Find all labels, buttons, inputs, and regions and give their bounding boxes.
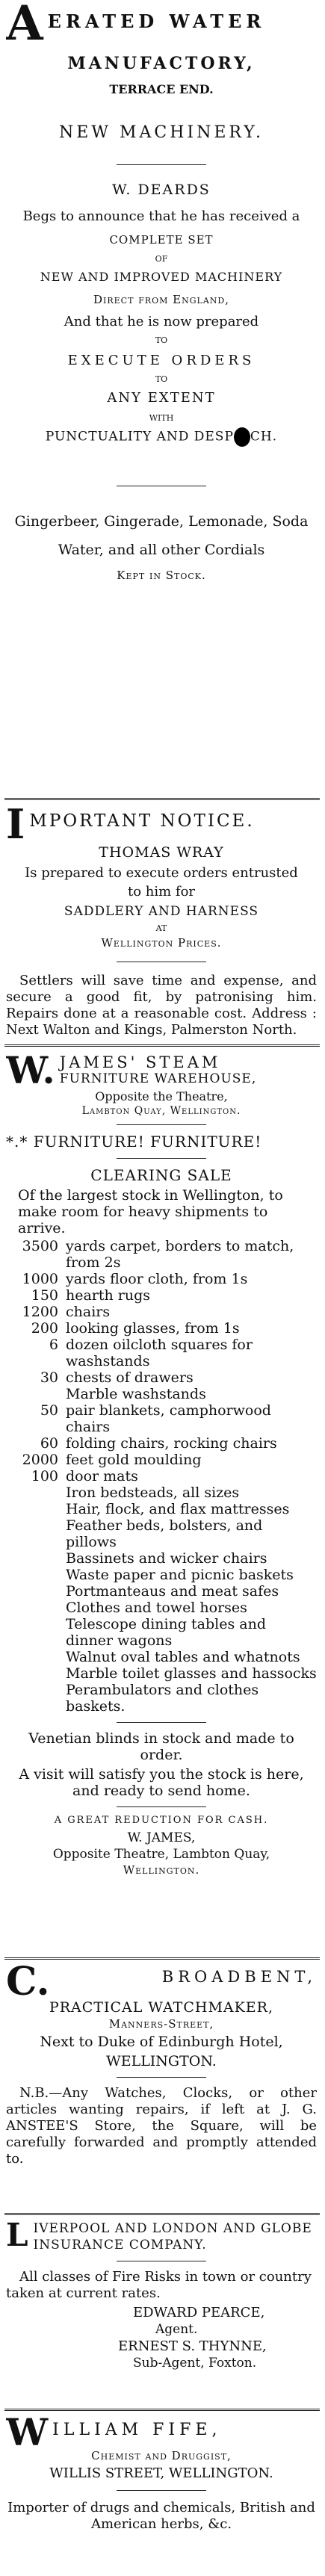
ad-title-block bbox=[6, 2217, 317, 2253]
nb-paragraph: N.B.—Any Watches, Clocks, or other articles wanting repairs, if left at J. G. ANSTEE'S Store, the Square, will be carefully forwarded and promptly attended to. bbox=[6, 2085, 317, 2167]
headline: *.* FURNITURE! FURNITURE! bbox=[6, 1133, 262, 1151]
proprietor-name: THOMAS WRAY bbox=[99, 844, 224, 861]
item-description: folding chairs, rocking chairs bbox=[66, 1435, 277, 1452]
body-line: WITH bbox=[149, 413, 174, 423]
furniture-item bbox=[6, 1550, 317, 1567]
street-line: Manners-Street, bbox=[108, 2017, 214, 2031]
ad-subtitle: PRACTICAL WATCHMAKER, bbox=[49, 1999, 274, 2016]
item-quantity: 1200 bbox=[22, 1304, 58, 1320]
ad-title: ILLIAM FIFE, bbox=[52, 2421, 222, 2439]
item-description: yards carpet, borders to match, from 2s bbox=[66, 1238, 294, 1271]
item-description: Marble toilet glasses and hassocks bbox=[66, 1665, 317, 1682]
item-description: Marble washstands bbox=[66, 1386, 206, 1402]
item-description: chests of drawers bbox=[66, 1369, 194, 1386]
item-quantity bbox=[6, 1600, 66, 1616]
drop-cap: W. bbox=[6, 1052, 55, 1089]
item-description: Walnut oval tables and whatnots bbox=[66, 1649, 300, 1665]
body-line: AT bbox=[155, 923, 167, 933]
sub-agent-title: Sub-Agent, Foxton. bbox=[133, 2356, 257, 2371]
item-quantity: 6 bbox=[49, 1337, 58, 1353]
address-line: Lambton Quay, Wellington. bbox=[81, 1105, 241, 1117]
item-quantity bbox=[6, 1501, 66, 1517]
drop-cap: I bbox=[6, 807, 25, 840]
item-quantity bbox=[6, 1386, 66, 1402]
drop-cap: W bbox=[6, 2416, 49, 2447]
item-quantity bbox=[6, 1567, 66, 1583]
item-quantity: 150 bbox=[31, 1287, 58, 1304]
item-description: Hair, flock, and flax mattresses bbox=[66, 1501, 290, 1517]
furniture-item bbox=[6, 1271, 317, 1287]
item-quantity bbox=[6, 1616, 66, 1649]
item-description: Perambulators and clothes baskets. bbox=[66, 1682, 259, 1715]
item-quantity bbox=[6, 1682, 66, 1715]
drop-cap: A bbox=[6, 4, 43, 48]
furniture-list bbox=[6, 1238, 317, 1715]
furniture-item bbox=[6, 1583, 317, 1600]
products-line: Water, and all other Cordials bbox=[58, 542, 265, 558]
furniture-item bbox=[6, 1452, 317, 1468]
item-quantity: 30 bbox=[40, 1369, 58, 1386]
divider bbox=[117, 2077, 206, 2078]
furniture-item bbox=[6, 1435, 317, 1452]
street-line: WILLIS STREET, WELLINGTON. bbox=[49, 2465, 273, 2481]
body-line: ANY EXTENT bbox=[107, 390, 216, 406]
item-quantity bbox=[6, 1583, 66, 1600]
item-quantity: 200 bbox=[31, 1320, 58, 1337]
ad-title: ERATED WATER bbox=[47, 10, 266, 32]
item-quantity: 2000 bbox=[22, 1452, 58, 1468]
furniture-item bbox=[6, 1517, 317, 1550]
furniture-item bbox=[6, 1369, 317, 1386]
body-line: TO bbox=[155, 335, 168, 345]
column-rule bbox=[4, 1957, 320, 1960]
body-line: Is prepared to execute orders entrusted bbox=[25, 865, 298, 881]
thomas-wray-ad bbox=[6, 807, 317, 1038]
furniture-item bbox=[6, 1238, 317, 1271]
ad-title: BROADBENT, bbox=[161, 1968, 317, 1986]
item-quantity bbox=[6, 1484, 66, 1501]
agent-name: EDWARD PEARCE, bbox=[133, 2305, 265, 2320]
insurance-body: All classes of Fire Risks in town or country taken at current rates. bbox=[6, 2269, 312, 2301]
intro-paragraph: Of the largest stock in Wellington, to make room for heavy shipments to arrive. bbox=[18, 1187, 283, 1236]
furniture-item bbox=[6, 1600, 317, 1616]
item-description: hearth rugs bbox=[66, 1287, 151, 1304]
item-description: Iron bedsteads, all sizes bbox=[66, 1484, 240, 1501]
signature-city: Wellington. bbox=[123, 1863, 200, 1877]
w-james-furniture-ad bbox=[6, 1052, 317, 1877]
furniture-item bbox=[6, 1616, 317, 1649]
divider bbox=[117, 1124, 206, 1125]
item-quantity: 60 bbox=[40, 1435, 58, 1452]
divider bbox=[117, 1722, 206, 1723]
furniture-item bbox=[6, 1682, 317, 1715]
william-fife-ad bbox=[6, 2416, 317, 2533]
divider bbox=[117, 164, 206, 165]
aerated-water-ad bbox=[6, 4, 317, 582]
item-quantity bbox=[6, 1665, 66, 1682]
column-rule bbox=[4, 2409, 320, 2411]
item-description: dozen oilcloth squares for washstands bbox=[66, 1337, 253, 1369]
furniture-item bbox=[6, 1649, 317, 1665]
item-description: Telescope dining tables and dinner wagons bbox=[66, 1616, 266, 1649]
ad-title: JAMES' STEAM bbox=[59, 1053, 221, 1071]
divider bbox=[117, 1158, 206, 1159]
body-line: EXECUTE ORDERS bbox=[67, 353, 256, 368]
broadbent-watchmaker-ad bbox=[6, 1965, 317, 2167]
ink-blot bbox=[234, 427, 250, 447]
column-rule bbox=[4, 2213, 320, 2215]
furniture-item bbox=[6, 1287, 317, 1304]
furniture-item bbox=[6, 1386, 317, 1402]
item-description: Portmanteaus and meat safes bbox=[66, 1583, 279, 1600]
body-line: Direct from England, bbox=[93, 293, 229, 306]
ad-subtitle: MANUFACTORY, bbox=[67, 54, 256, 73]
item-quantity: 50 bbox=[40, 1402, 58, 1419]
item-description: Feather beds, bolsters, and pillows bbox=[66, 1517, 263, 1550]
item-description: Waste paper and picnic baskets bbox=[66, 1567, 294, 1583]
item-description: door mats bbox=[66, 1468, 138, 1484]
item-description: pair blankets, camphorwood chairs bbox=[66, 1402, 271, 1435]
item-description: yards floor cloth, from 1s bbox=[66, 1271, 248, 1287]
visit-line: A visit will satisfy you the stock is here, and ready to send home. bbox=[19, 1766, 304, 1799]
reduction-line: A GREAT REDUCTION FOR CASH. bbox=[54, 1815, 269, 1826]
headline: NEW MACHINERY. bbox=[59, 123, 264, 142]
divider bbox=[117, 1806, 206, 1807]
body-line: Wellington Prices. bbox=[101, 936, 222, 950]
item-description: Bassinets and wicker chairs bbox=[66, 1550, 267, 1567]
ad-title: MPORTANT NOTICE. bbox=[29, 811, 255, 831]
furniture-item bbox=[6, 1665, 317, 1682]
furniture-item bbox=[6, 1304, 317, 1320]
proprietor-name: W. DEARDS bbox=[112, 182, 211, 198]
divider bbox=[117, 2490, 206, 2491]
item-description: looking glasses, from 1s bbox=[66, 1320, 240, 1337]
body-line: And that he is now prepared bbox=[64, 314, 259, 329]
furniture-item bbox=[6, 1501, 317, 1517]
body-line: to him for bbox=[127, 884, 196, 900]
importer-line: Importer of drugs and chemicals, British and American herbs, &c. bbox=[7, 2500, 315, 2532]
item-quantity bbox=[6, 1517, 66, 1550]
drop-cap: C. bbox=[6, 1965, 50, 1999]
role-line: Chemist and Druggist, bbox=[91, 2449, 232, 2462]
body-line: PUNCTUALITY AND DESP bbox=[45, 429, 234, 445]
body-line: CH. bbox=[250, 429, 278, 445]
item-quantity bbox=[6, 1550, 66, 1567]
item-quantity: 100 bbox=[31, 1468, 58, 1484]
item-quantity: 3500 bbox=[22, 1238, 58, 1254]
signature-address: Opposite Theatre, Lambton Quay, bbox=[52, 1847, 270, 1862]
venetian-line: Venetian blinds in stock and made to order. bbox=[28, 1730, 294, 1763]
body-line: Begs to announce that he has received a bbox=[22, 208, 300, 224]
body-line: COMPLETE SET bbox=[109, 233, 214, 247]
body-line: SADDLERY AND HARNESS bbox=[64, 904, 259, 919]
sub-agent-name: ERNEST S. THYNNE, bbox=[118, 2338, 267, 2354]
furniture-item bbox=[6, 1337, 317, 1369]
item-description: chairs bbox=[66, 1304, 111, 1320]
furniture-item bbox=[6, 1567, 317, 1583]
products-line: Kept in Stock. bbox=[117, 569, 206, 582]
agent-title: Agent. bbox=[155, 2322, 198, 2337]
sale-title: CLEARING SALE bbox=[90, 1166, 232, 1184]
furniture-item bbox=[6, 1484, 317, 1501]
address-line: Opposite the Theatre, bbox=[95, 1089, 228, 1103]
item-quantity bbox=[6, 1649, 66, 1665]
item-quantity: 1000 bbox=[22, 1271, 58, 1287]
body-line: OF bbox=[155, 254, 168, 264]
item-description: feet gold moulding bbox=[66, 1452, 202, 1468]
furniture-item bbox=[6, 1468, 317, 1484]
settlers-paragraph: Settlers will save time and expense, and secure a good fit, by patronising him. Repairs done at a reasonable cost. Address : Next Walton and Kings, Palmerston North. bbox=[6, 973, 317, 1038]
location-line: Next to Duke of Edinburgh Hotel, bbox=[40, 2034, 283, 2050]
signature-name: W. JAMES, bbox=[127, 1830, 196, 1845]
ad-title: IVERPOOL AND LONDON AND GLOBE INSURANCE COMPANY. bbox=[33, 2221, 312, 2253]
punctuality-line bbox=[6, 427, 317, 447]
products-line: Gingerbeer, Gingerade, Lemonade, Soda bbox=[14, 513, 309, 530]
ad-subtitle: FURNITURE WAREHOUSE, bbox=[59, 1071, 257, 1086]
location: TERRACE END. bbox=[109, 82, 214, 96]
insurance-ad bbox=[6, 2217, 317, 2371]
city-line: WELLINGTON. bbox=[106, 2053, 217, 2069]
body-line: TO bbox=[155, 374, 168, 384]
column-rule bbox=[4, 1044, 320, 1047]
column-rule bbox=[4, 798, 320, 800]
drop-cap: L bbox=[6, 2217, 29, 2253]
furniture-item bbox=[6, 1320, 317, 1337]
furniture-item bbox=[6, 1402, 317, 1435]
body-line: NEW AND IMPROVED MACHINERY bbox=[40, 270, 283, 284]
item-description: Clothes and towel horses bbox=[66, 1600, 247, 1616]
